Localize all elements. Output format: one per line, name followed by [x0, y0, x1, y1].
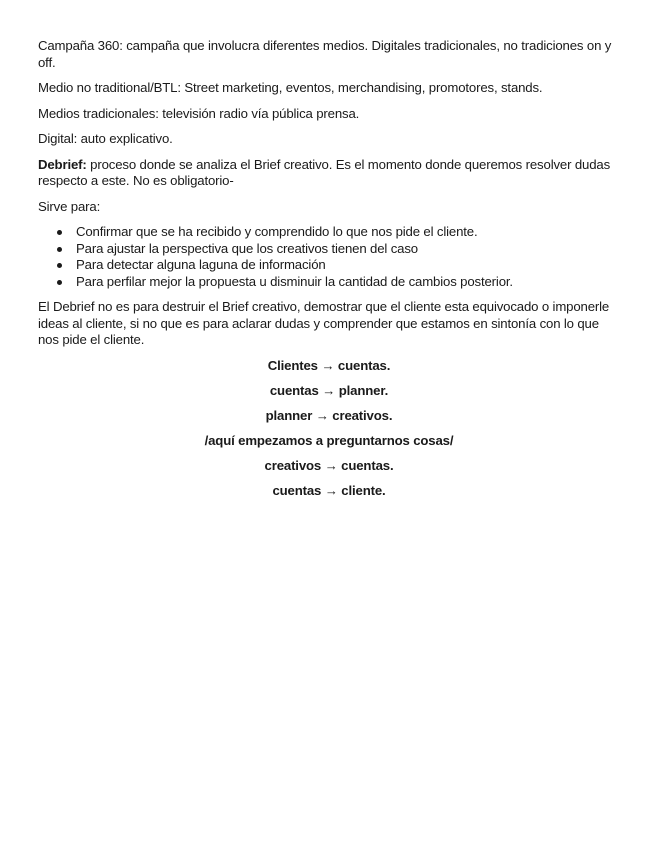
workflow-step: Clientes → cuentas. [267, 357, 391, 373]
workflow-step: cuentas → cliente. [272, 482, 386, 498]
paragraph-debrief [38, 157, 620, 190]
workflow-note: /aquí empezamos a preguntarnos cosas/ [204, 432, 454, 448]
bullet-icon [57, 263, 62, 268]
list-item [76, 241, 620, 258]
list-item [76, 257, 620, 274]
paragraph-digital: Digital: auto explicativo. [38, 131, 173, 146]
bullet-icon [57, 247, 62, 252]
purpose-list [38, 224, 620, 290]
list-item-text: Para detectar alguna laguna de información [76, 257, 326, 272]
document-body [38, 38, 620, 508]
paragraph-medios-tradicionales: Medios tradicionales: televisión radio vía pública prensa. [38, 105, 360, 121]
list-item-text: Confirmar que se ha recibido y comprendido lo que nos pide el cliente. [76, 224, 478, 239]
list-item [76, 224, 620, 241]
bullet-icon [57, 230, 62, 235]
workflow-sequence [38, 358, 620, 500]
workflow-step: creativos → cuentas. [264, 457, 394, 473]
paragraph-campana-360: Campaña 360: campaña que involucra diferentes medios. Digitales tradicionales, no tradiciones on y off. [38, 38, 612, 70]
list-item [76, 274, 620, 291]
paragraph-btl: Medio no traditional/BTL: Street marketing, eventos, merchandising, promotores, stands. [38, 80, 543, 95]
bullet-icon [57, 280, 62, 285]
debrief-definition: proceso donde se analiza el Brief creativo. Es el momento donde queremos resolver dudas respecto a este. No es obligatorio- [38, 156, 611, 188]
debrief-term: Debrief: [38, 156, 87, 172]
list-item-text: Para perfilar mejor la propuesta u disminuir la cantidad de cambios posterior. [76, 273, 513, 289]
paragraph-sirve-para: Sirve para: [38, 198, 101, 214]
list-item-text: Para ajustar la perspectiva que los creativos tienen del caso [76, 240, 418, 256]
workflow-step: cuentas → planner. [269, 382, 389, 398]
workflow-step: planner → creativos. [265, 407, 393, 423]
paragraph-closing: El Debrief no es para destruir el Brief creativo, demostrar que el cliente esta equivocado o imponerle ideas al cliente, si no que es para aclarar dudas y comprender que estamos en sintonía con lo que nos pide el cliente. [38, 299, 610, 347]
